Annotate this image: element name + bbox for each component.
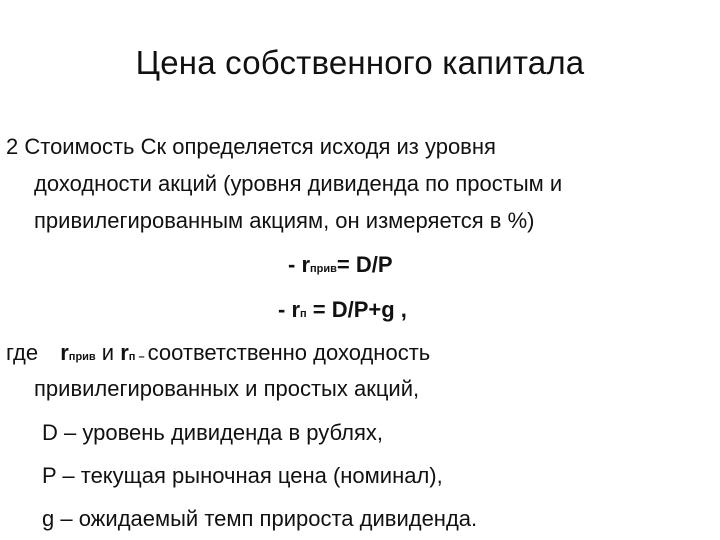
where-rest: соответственно доходность: [147, 340, 431, 365]
where-word: где: [6, 340, 45, 365]
definition-price: P – текущая рыночная цена (номинал),: [42, 463, 443, 488]
where-and: и: [95, 340, 121, 365]
slide-title: Цена собственного капитала: [135, 44, 585, 81]
formula-common-rest: = D/P+g ,: [306, 297, 407, 322]
where-line-1: [6, 340, 430, 365]
definition-dividend: D – уровень дивиденда в рублях,: [42, 420, 383, 445]
formula-common-prefix: - r: [278, 297, 300, 322]
paragraph-line-3: привилегированным акциям, он измеряется в %): [34, 208, 535, 233]
formula-preferred-rest: = D/P: [336, 252, 393, 277]
where-dash: –: [135, 351, 148, 363]
where-line-2: привилегированных и простых акций,: [34, 376, 420, 401]
formula-preferred-prefix: - r: [288, 252, 310, 277]
definition-growth: g – ожидаемый темп прироста дивиденда.: [42, 506, 478, 531]
formula-common-subscript: п: [300, 308, 307, 320]
formula-preferred-subscript: прив: [310, 263, 337, 275]
where-subscript-common: п: [128, 351, 136, 363]
where-r-preferred: r: [60, 340, 69, 365]
where-r-common: r: [120, 340, 129, 365]
where-subscript-preferred: прив: [68, 351, 96, 363]
paragraph-line-2: доходности акций (уровня дивиденда по простым и: [34, 171, 563, 196]
formula-preferred: [288, 252, 393, 277]
formula-common: [278, 297, 407, 322]
paragraph-line-1: 2 Стоимость Ск определяется исходя из уровня: [6, 134, 496, 159]
